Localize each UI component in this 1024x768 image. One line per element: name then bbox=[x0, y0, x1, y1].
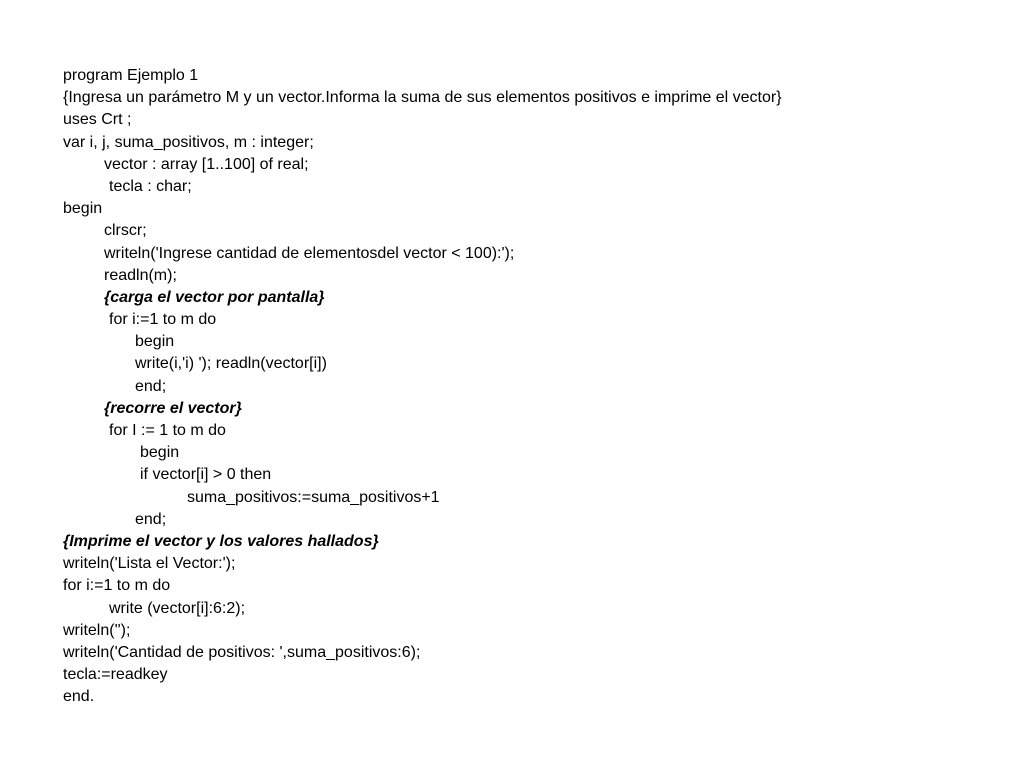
code-line-writeln-empty: writeln(''); bbox=[63, 621, 131, 639]
code-line-if: if vector[i] > 0 then bbox=[140, 466, 272, 484]
code-line-readkey: tecla:=readkey bbox=[63, 666, 168, 684]
code-line-for-recorre: for I := 1 to m do bbox=[109, 422, 226, 439]
code-line-for-carga: for i:=1 to m do bbox=[109, 311, 217, 329]
code-line-var: var i, j, suma_positivos, m : integer; bbox=[63, 133, 314, 151]
code-comment-imprime: {Imprime el vector y los valores hallados} bbox=[63, 532, 379, 550]
code-line-write-vector: write (vector[i]:6:2); bbox=[109, 599, 246, 617]
code-line-begin: begin bbox=[63, 200, 103, 218]
pascal-code-listing bbox=[63, 65, 1003, 708]
code-line-readln-m: readln(m); bbox=[104, 266, 177, 284]
code-line-uses: uses Crt ; bbox=[63, 111, 132, 129]
code-line-end-carga: end; bbox=[135, 377, 167, 395]
code-line-vector-decl: vector : array [1..100] of real; bbox=[104, 155, 309, 173]
code-line-end: end. bbox=[63, 688, 95, 706]
code-line-begin-recorre: begin bbox=[140, 444, 180, 462]
code-line-writeln-prompt: writeln('Ingrese cantidad de elementosdel vector < 100):'); bbox=[104, 244, 515, 262]
code-line-suma: suma_positivos:=suma_positivos+1 bbox=[187, 488, 440, 506]
code-line-end-recorre: end; bbox=[135, 510, 167, 528]
code-comment-recorre: {recorre el vector} bbox=[104, 399, 242, 417]
code-line-writeln-lista: writeln('Lista el Vector:'); bbox=[63, 555, 236, 573]
code-line-program: program Ejemplo 1 bbox=[63, 67, 199, 84]
code-line-header-comment: {Ingresa un parámetro M y un vector.Informa la suma de sus elementos positivos e imprime el vector} bbox=[63, 89, 782, 107]
code-line-clrscr: clrscr; bbox=[104, 222, 147, 240]
code-comment-carga: {carga el vector por pantalla} bbox=[104, 288, 325, 306]
code-line-writeln-cantidad: writeln('Cantidad de positivos: ',suma_positivos:6); bbox=[63, 643, 421, 661]
code-line-write-readln: write(i,'i) '); readln(vector[i]) bbox=[135, 355, 327, 373]
code-line-begin-carga: begin bbox=[135, 333, 175, 351]
code-line-tecla-decl: tecla : char; bbox=[109, 177, 192, 195]
code-line-for-imprime: for i:=1 to m do bbox=[63, 577, 171, 595]
